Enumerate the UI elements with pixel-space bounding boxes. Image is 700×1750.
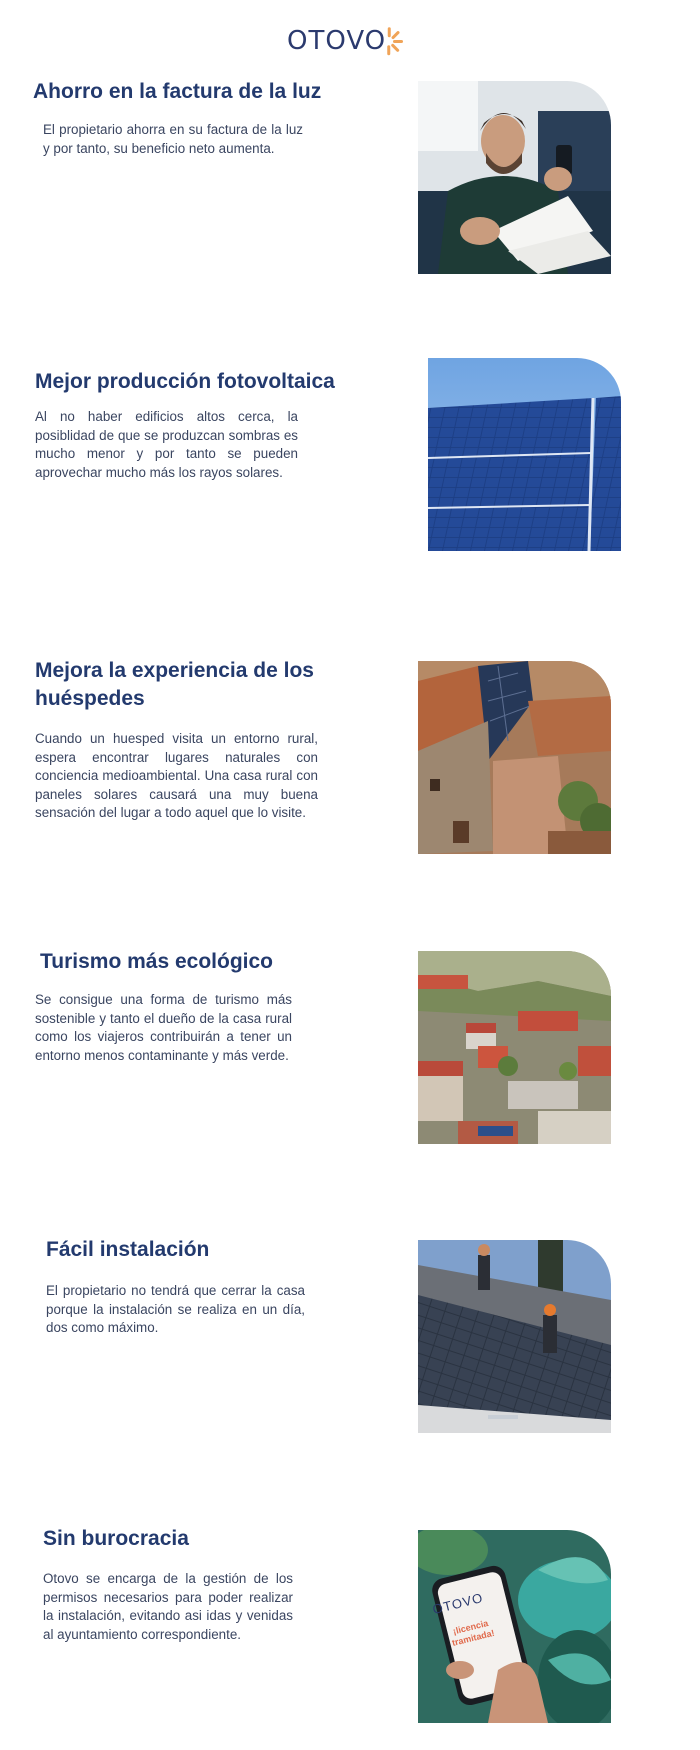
photo-man-with-bill: [418, 81, 611, 274]
section-title: Sin burocracia: [43, 1527, 189, 1550]
section-title: Mejor producción fotovoltaica: [35, 370, 335, 393]
section-text: Al no haber edificios altos cerca, la posiblidad de que se produzcan sombras es mucho menor y por tanto se pueden aprovechar mucho más los rayos solares.: [35, 409, 298, 480]
photo-solar-panels: [428, 358, 621, 551]
section-title: Mejora la experiencia de los huéspedes: [35, 659, 314, 710]
otovo-logo: [287, 20, 418, 62]
section-text: Cuando un huesped visita un entorno rural, espera encontrar lugares naturales con conciencia medioambiental. Una casa rural con paneles solares causará una muy buena sensación del lugar a todo aquel que lo visite.: [35, 731, 318, 821]
photo-rural-house: [418, 661, 611, 854]
logo-wordmark: OTOVO: [287, 26, 387, 56]
section-text: Se consigue una forma de turismo más sostenible y tanto el dueño de la casa rural como los viajeros contribuirán a tener un entorno menos contaminante y más verde.: [35, 992, 292, 1063]
photo-village-aerial: [418, 951, 611, 1144]
photo-phone-in-hand: [418, 1530, 611, 1723]
phone-screen-brand: OTOVO: [430, 1589, 485, 1618]
phone-screen-stamp: ¡licencia tramitada!: [450, 1617, 496, 1648]
section-title: Turismo más ecológico: [40, 950, 273, 973]
section-text: Otovo se encarga de la gestión de los permisos necesarios para poder realizar la instalación, evitando asi idas y venidas al ayuntamiento correspondiente.: [43, 1571, 293, 1642]
section-text: El propietario ahorra en su factura de la luz y por tanto, su beneficio neto aumenta.: [43, 122, 303, 156]
sun-icon: [388, 21, 418, 61]
section-title: Ahorro en la factura de la luz: [33, 80, 322, 103]
photo-installers-on-roof: [418, 1240, 611, 1433]
section-title: Fácil instalación: [46, 1238, 210, 1261]
section-text: El propietario no tendrá que cerrar la casa porque la instalación se realiza en un día, dos como máximo.: [46, 1283, 305, 1336]
